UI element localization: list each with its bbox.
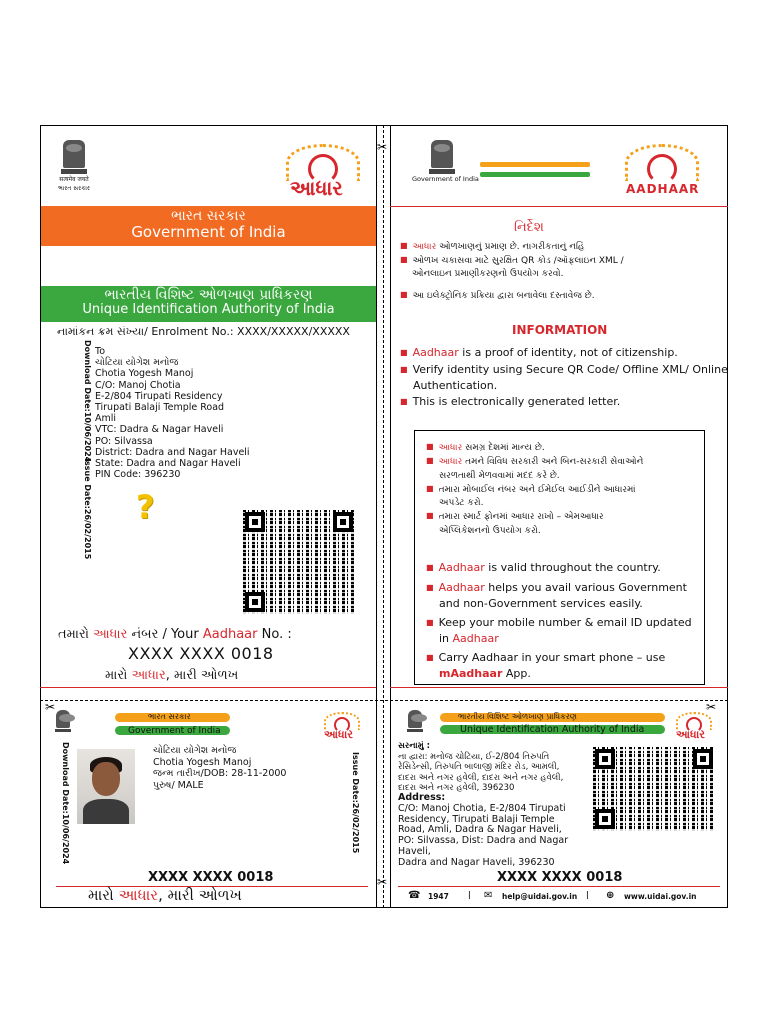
scissors-icon: ✂ (45, 700, 56, 714)
aadhaar-logo: આધાર (318, 710, 366, 740)
en-instructions: ■ Aadhaar is a proof of identity, not of citizenship. ■ Verify identity using Secure QR Code/ Offline XML/ Online Authentication. ■ This is electronically generated letter. (400, 345, 728, 410)
qr-code (593, 747, 715, 831)
name-en: Chotia Yogesh Manoj (153, 756, 252, 768)
separator: | (468, 890, 471, 899)
tricolor-stripe (480, 172, 590, 177)
footer-divider (398, 886, 720, 887)
aadhaar-logo: આધાર (278, 140, 368, 200)
emblem-caption: ભારત સરકાર (57, 185, 91, 192)
issue-date: Issue Date:26/02/2015 (351, 752, 360, 854)
question-mark-icon: ? (136, 488, 155, 526)
tagline: મારો આધાર, મારી ઓળખ (88, 886, 242, 904)
top-right-header-divider (390, 206, 728, 207)
govt-band-en: Government of India (131, 223, 286, 241)
qr-code (243, 510, 355, 614)
info-box-en: ■ Aadhaar is valid throughout the country. ■ Aadhaar helps you avail various Government and non-Government services easily. ■ Keep your mobile number & email ID updated in Aadhaar ■ Carry Aadhaar in your smart phone – use mAadhaar App. (426, 560, 692, 682)
middle-cut-line (40, 700, 728, 701)
emblem-caption: Government of India (412, 175, 479, 183)
aadhaar-logo: આધાર (670, 710, 718, 740)
top-right-divider (390, 687, 728, 688)
scissors-icon: ✂ (706, 700, 717, 714)
download-date: Download Date:10/06/2024 (83, 340, 92, 463)
tagline: મારો આધાર, મારી ઓળખ (105, 668, 239, 683)
address-gu: સરનામું : ના દ્વારા: મનોજ ચોટિયા, ઈ-2/804 તિરુપતિ રેસિડેન્સી, તિરુપતિ બાલાજી મંદિર રોડ, આમલી, દાદરા અને નગર હવેલી, દાદરા અને નગર હવેલી, દાદરા અને નગર હવેલી, 396230 (398, 741, 564, 793)
tricolor-stripe (480, 162, 590, 167)
enrolment-number: નામાંકન ક્રમ સંખ્યા/ Enrolment No.: XXXX/XXXXX/XXXXX (57, 325, 350, 338)
nirdesh-title: નિર્દેશ (514, 220, 544, 235)
scissors-icon: ✂ (377, 875, 388, 889)
aadhaar-number: XXXX XXXX 0018 (148, 870, 274, 885)
center-cut-line (383, 125, 384, 908)
uidai-band-en: Unique Identification Authority of India (82, 302, 335, 317)
cardholder-details (153, 745, 286, 791)
website-link[interactable]: www.uidai.gov.in (624, 892, 697, 901)
govt-band (41, 206, 376, 246)
issue-date: Issue Date:26/02/2015 (83, 458, 92, 560)
national-emblem-icon (50, 710, 76, 732)
email-link[interactable]: help@uidai.gov.in (502, 892, 578, 901)
scissors-icon: ✂ (377, 140, 388, 154)
emblem-caption: सत्यमेव जयते (59, 176, 89, 183)
dob: જન્મ તારીખ/DOB: 28-11-2000 (153, 768, 287, 779)
download-date: Download Date:10/06/2024 (61, 742, 70, 865)
aadhaar-number: XXXX XXXX 0018 (497, 870, 623, 885)
information-title: INFORMATION (512, 323, 608, 337)
phone-number: 1947 (428, 892, 449, 901)
uidai-band (41, 286, 376, 322)
govt-band-en: Government of India (128, 726, 221, 736)
recipient-address: To ચોટિયા યોગેશ મનોજ Chotia Yogesh Manoj C/O: Manoj Chotia E-2/804 Tirupati Residency Tirupati Balaji Temple Road Amli VTC: Dadra & Nagar Haveli PO: Silvassa District: Dadra and Nagar Haveli State: Dadra and Nagar Haveli PIN Code: 396230 (95, 346, 250, 481)
uidai-band-gu: ભારતીય વિશિષ્ટ ઓળખાણ પ્રાધિકરણ (104, 287, 313, 303)
fingerprint-icon (647, 154, 677, 184)
aadhaar-logo: AADHAAR (612, 140, 712, 200)
your-aadhaar-label: તમારો આધાર નંબર / Your Aadhaar No. : (58, 627, 292, 642)
national-emblem-icon (402, 710, 428, 732)
center-border-right (390, 125, 391, 908)
name-gu: ચોટિયા યોગેશ મનોજ (153, 745, 237, 756)
info-box-gu: ■ આધાર સમગ્ર દેશમાં માન્ય છે. ■ આધાર તમને વિવિધ સરકારી અને બિન-સરકારી સેવાઓને સરળતાથી મેળવવામાં મદદ કરે છે. ■ તમારા મોબાઈલ નંબર અને ઈમેઈલ આઈડીને આધારમાં અપડેટ કરો. ■ તમારા સ્માર્ટ ફોનમાં આધાર રાખો – એમઆધાર એપ્લિકેશનનો ઉપયોગ કરો. (426, 441, 643, 538)
email-icon: ✉ (484, 890, 493, 901)
top-left-divider (40, 687, 376, 688)
contact-footer (398, 890, 720, 904)
national-emblem-icon (412, 140, 479, 183)
govt-band-gu: ભારત સરકાર (148, 712, 191, 721)
uidai-band-gu: ભારતીય વિશિષ્ટ ઓળખાણ પ્રાધિકરણ (458, 712, 577, 721)
phone-icon: ☎ (408, 890, 421, 901)
globe-icon: ⊕ (606, 890, 615, 901)
separator: | (586, 890, 589, 899)
national-emblem-icon (54, 140, 94, 192)
center-border-left (376, 125, 377, 908)
aadhaar-number: XXXX XXXX 0018 (128, 644, 274, 663)
gender: પુરુષ/ MALE (153, 779, 204, 791)
cardholder-photo (77, 749, 135, 824)
govt-band-gu: ભારત સરકાર (171, 208, 246, 224)
uidai-band-en: Unique Identification Authority of India (460, 724, 645, 735)
gu-instructions: ■ આધાર ઓળખાણનું પ્રમાણ છે. નાગરીકતાનું નહિં ■ ઓળખ ચકાસવા માટે સુરક્ષિત QR કોડ /ઑફલાઇન XML / ઓનલાઇન પ્રમાણીકરણનો ઉપયોગ કરવો. ■ આ ઇલેક્ટ્રોનિક પ્રક્રિયા દ્વારા બનાવેલા દસ્તાવેજ છે. (400, 240, 624, 303)
address-en: Address: C/O: Manoj Chotia, E-2/804 Tirupati Residency, Tirupati Balaji Temple Road, Amli, Dadra & Nagar Haveli, PO: Silvassa, Dist: Dadra and Nagar Haveli, Dadra and Nagar Haveli, 396230 (398, 792, 569, 868)
